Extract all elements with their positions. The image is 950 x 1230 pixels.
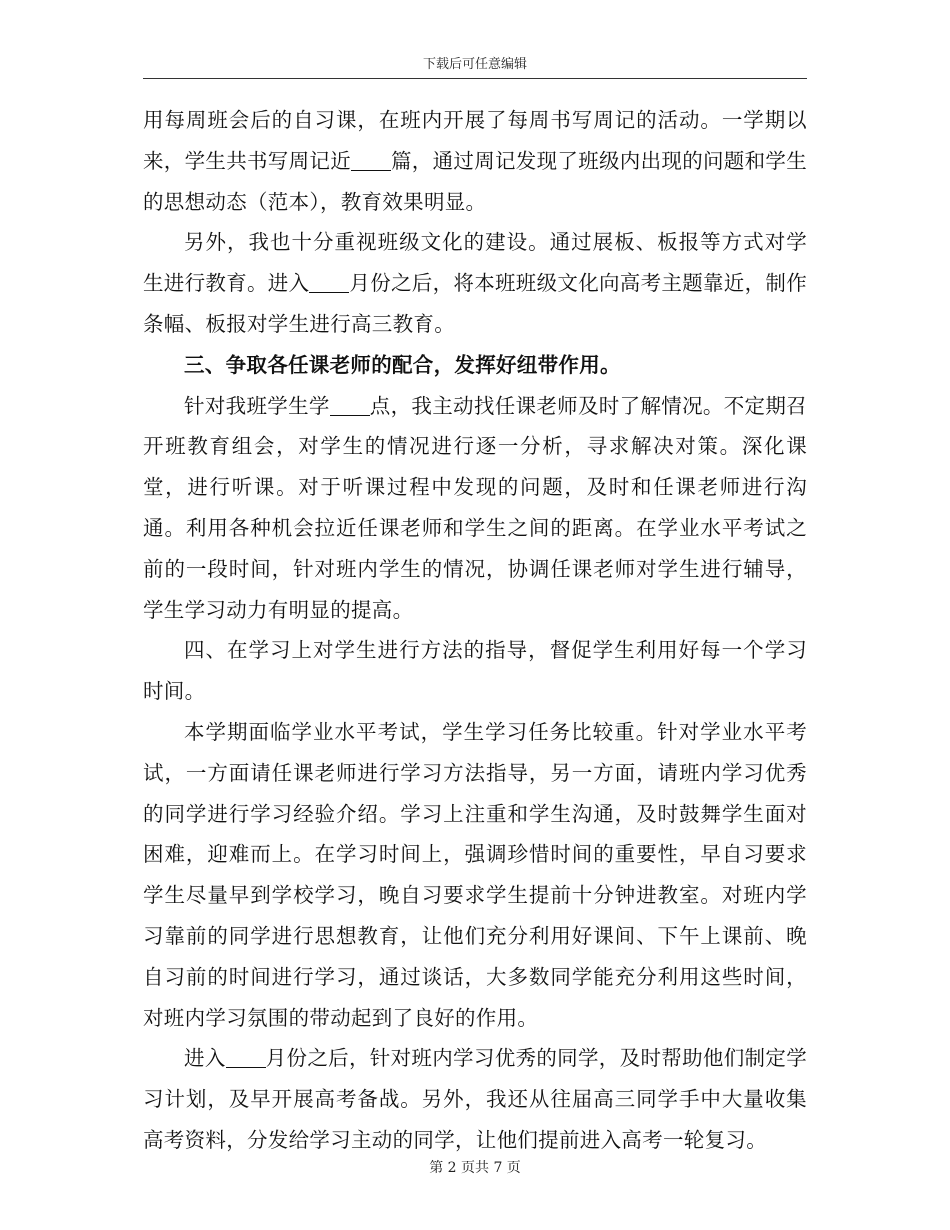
paragraph-text: 月份之后，将本班班级文化向高考主题靠近，制作条幅、板报对学生进行高三教育。 (143, 271, 808, 336)
paragraph-text: 针对我班学生学 (184, 393, 330, 418)
document-body (143, 100, 807, 1161)
page-header: 下载后可任意编辑 (422, 57, 527, 72)
section-heading-4: 四、在学习上对学生进行方法的指导，督促学生利用好每一个学习时间。 (143, 638, 807, 704)
paragraph-text: 篇，通过周记发现了班级内出现的问题和学生的思想动态（范本），教育效果明显。 (143, 148, 807, 214)
paragraph-culture (143, 222, 807, 344)
paragraph-continued (143, 100, 807, 222)
paragraph-teachers (143, 386, 807, 631)
paragraph-text: 另外，我也十分重视班级文化的建设。通过展板、板报等方式对学生进行教育。进入 (143, 230, 807, 296)
fill-blank (330, 394, 370, 416)
paragraph-study: 本学期面临学业水平考试，学生学习任务比较重。针对学业水平考试，一方面请任课老师进行学习方法指导，另一方面，请班内学习优秀的同学进行学习经验介绍。学习上注重和学生沟通，及时鼓舞学生面对困难，迎难而上。在学习时间上，强调珍惜时间的重要性，早自习要求学生尽量早到学校学习，晚自习要求学生提前十分钟进教室。对班内学习靠前的同学进行思想教育，让他们充分利用好课间、下午上课前、晚自习前的时间进行学习，通过谈话，大多数同学能充分利用这些时间，对班内学习氛围的带动起到了良好的作用。 (143, 719, 807, 1030)
fill-blank (226, 1047, 266, 1069)
paragraph-exam-prep (143, 1038, 807, 1160)
fill-blank (351, 149, 391, 171)
fill-blank (309, 272, 349, 294)
paragraph-text: 月份之后，针对班内学习优秀的同学，及时帮助他们制定学习计划，及早开展高考备战。另外，我还从往届高三同学手中大量收集高考资料，分发给学习主动的同学，让他们提前进入高考一轮复习。 (143, 1046, 807, 1152)
header-divider (143, 78, 807, 79)
paragraph-text: 点，我主动找任课老师及时了解情况。不定期召开班教育组会，对学生的情况进行逐一分析，寻求解决对策。深化课堂，进行听课。对于听课过程中发现的问题，及时和任课老师进行沟通。利用各种机会拉近任课老师和学生之间的距离。在学业水平考试之前的一段时间，针对班内学生的情况，协调任课老师对学生进行辅导，学生学习动力有明显的提高。 (143, 393, 807, 622)
paragraph-text: 进入 (184, 1046, 226, 1071)
section-heading-3: 三、争取各任课老师的配合，发挥好纽带作用。 (184, 352, 621, 377)
page-footer: 第 2 页共 7 页 (429, 1160, 521, 1176)
paragraph-text: 用每周班会后的自习课，在班内开展了每周书写周记的活动。一学期以来，学生共书写周记近 (143, 108, 807, 173)
